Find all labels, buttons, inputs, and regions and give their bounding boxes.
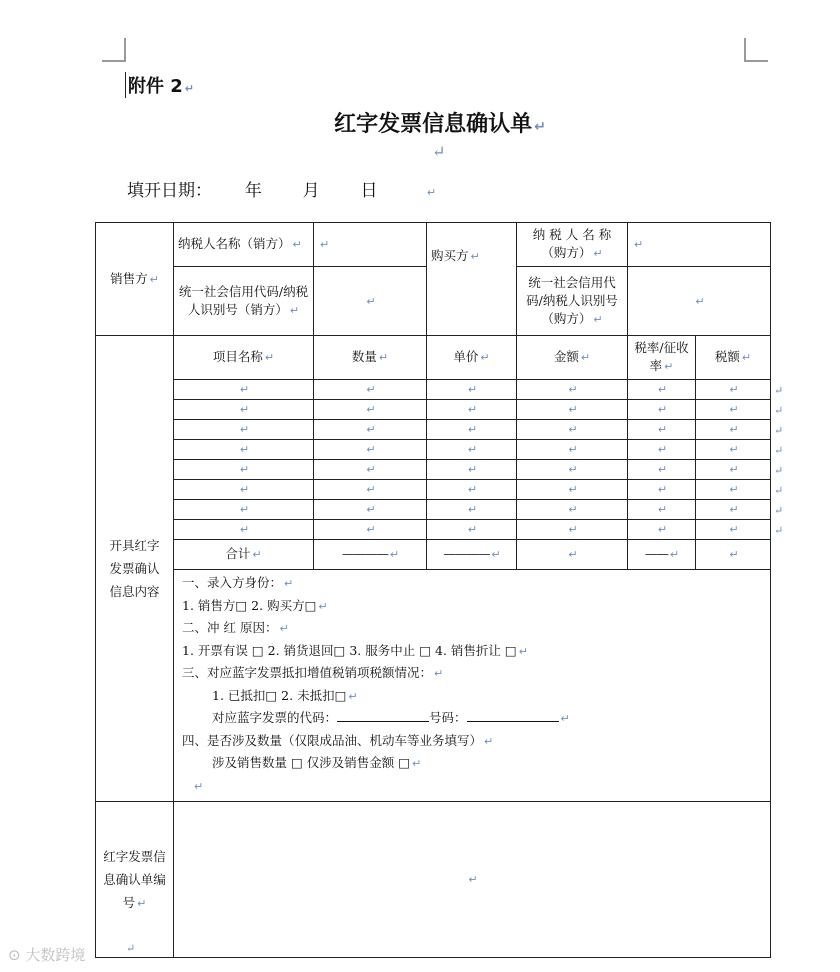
header-tax-rate: 税率/征收率 ↵: [628, 336, 696, 380]
header-amount: 金额 ↵: [517, 336, 628, 380]
paragraph-mark-icon: ↵: [774, 484, 784, 497]
paragraph-mark-icon: ↵: [774, 464, 784, 477]
buyer-label: 购买方 ↵: [427, 223, 517, 336]
blue-invoice-code-field[interactable]: [337, 709, 429, 722]
confirmation-info-block: 一、录入方身份： ↵ 1. 销售方□ 2. 购买方□ ↵ 二、冲 红 原因： ↵ 1. 开票有误 □ 2. 销货退回□ 3. 服务中止 □ 4. 销售折让 □ ↵ 三、对应蓝字发票抵扣增值税销项税额情况： ↵ 1. 已抵扣□ 2. 未抵扣□ ↵ 对应蓝字发票的代码： 号码： ↵ 四、是否涉及数量（仅限成品油、机动车等业务填写） ↵ 涉及销售数量 □ 仅涉及销售金额 □ ↵ ↵: [174, 570, 771, 802]
header-unit-price: 单价 ↵: [427, 336, 517, 380]
paragraph-mark-icon: ↵: [126, 942, 136, 955]
total-label: 合计 ↵: [174, 540, 314, 570]
buyer-code-value[interactable]: ↵: [628, 267, 771, 336]
total-row: [96, 540, 771, 570]
buyer-name-label: 纳 税 人 名 称（购方） ↵: [517, 223, 628, 267]
deduction-heading: 三、对应蓝字发票抵扣增值税销项税额情况： ↵: [182, 665, 444, 680]
seller-code-label: 统一社会信用代码/纳税人识别号（销方） ↵: [174, 267, 314, 336]
table-row: ↵ ↵ ↵ ↵ ↵ ↵: [96, 420, 771, 440]
crop-mark-top-left: [102, 38, 126, 62]
date-label: 填开日期：: [127, 181, 212, 201]
crop-mark-top-right: [744, 38, 768, 62]
paragraph-mark-icon: ↵: [432, 142, 446, 161]
seller-code-value[interactable]: ↵: [314, 267, 427, 336]
serial-number-value[interactable]: ↵: [174, 802, 771, 958]
entry-party-heading: 一、录入方身份： ↵: [182, 575, 294, 590]
items-section-label: 开具红字发票确认信息内容: [96, 336, 174, 802]
total-rate-dash: —— ↵: [628, 540, 696, 570]
table-row: ↵ ↵ ↵ ↵ ↵ ↵: [96, 520, 771, 540]
header-quantity: 数量 ↵: [314, 336, 427, 380]
reason-heading: 二、冲 红 原因： ↵: [182, 620, 289, 635]
table-row: ↵ ↵ ↵ ↵ ↵ ↵: [96, 440, 771, 460]
paragraph-mark-icon: ↵: [774, 504, 784, 517]
blue-invoice-code-line: 对应蓝字发票的代码： 号码： ↵: [212, 710, 570, 725]
paragraph-mark-icon: ↵: [774, 404, 784, 417]
seller-name-label: 纳税人名称（销方） ↵: [174, 223, 314, 267]
attachment-label: 附件 2 ↵: [125, 72, 194, 98]
header-tax-amount: 税额 ↵: [696, 336, 771, 380]
fill-date-line: 填开日期： 年 月 日 ↵: [127, 181, 437, 201]
table-row: ↵ ↵ ↵ ↵ ↵ ↵: [96, 460, 771, 480]
watermark-logo: ⊙ 大数跨境: [8, 946, 86, 964]
header-item-name: 项目名称 ↵: [174, 336, 314, 380]
buyer-code-label: 统一社会信用代码/纳税人识别号（购方） ↵: [517, 267, 628, 336]
total-price-dash: ———— ↵: [427, 540, 517, 570]
entry-party-options[interactable]: 1. 销售方□ 2. 购买方□ ↵: [182, 597, 328, 613]
quantity-options[interactable]: 涉及销售数量 □ 仅涉及销售金额 □ ↵: [212, 755, 422, 770]
total-quantity-dash: ———— ↵: [314, 540, 427, 570]
seller-name-value[interactable]: ↵: [314, 223, 427, 267]
buyer-name-value[interactable]: ↵: [628, 223, 771, 267]
date-day: 日: [360, 181, 378, 201]
table-row: ↵ ↵ ↵ ↵ ↵ ↵: [96, 400, 771, 420]
serial-number-label: 红字发票信息确认单编号 ↵: [96, 802, 174, 958]
date-year: 年: [244, 181, 262, 201]
seller-label: 销售方 ↵: [96, 223, 174, 336]
paragraph-mark-icon: ↵: [774, 524, 784, 537]
reason-options[interactable]: 1. 开票有误 □ 2. 销货退回□ 3. 服务中止 □ 4. 销售折让 □ ↵: [182, 642, 528, 658]
deduction-options[interactable]: 1. 已抵扣□ 2. 未抵扣□ ↵: [212, 687, 358, 703]
form-title: 红字发票信息确认单 ↵: [334, 112, 546, 137]
quantity-heading: 四、是否涉及数量（仅限成品油、机动车等业务填写） ↵: [182, 732, 494, 748]
table-row: ↵ ↵ ↵ ↵ ↵ ↵: [96, 480, 771, 500]
table-row: ↵ ↵ ↵ ↵ ↵ ↵: [96, 500, 771, 520]
red-invoice-form-table: [95, 222, 771, 958]
paragraph-mark-icon: ↵: [774, 424, 784, 437]
table-row: ↵ ↵ ↵ ↵ ↵ ↵: [96, 380, 771, 400]
date-month: 月: [302, 181, 320, 201]
paragraph-mark-icon: ↵: [774, 384, 784, 397]
paragraph-mark-icon: ↵: [774, 444, 784, 457]
total-tax-value[interactable]: ↵: [696, 540, 771, 570]
blue-invoice-number-field[interactable]: [467, 709, 559, 722]
total-amount-value[interactable]: ↵: [517, 540, 628, 570]
